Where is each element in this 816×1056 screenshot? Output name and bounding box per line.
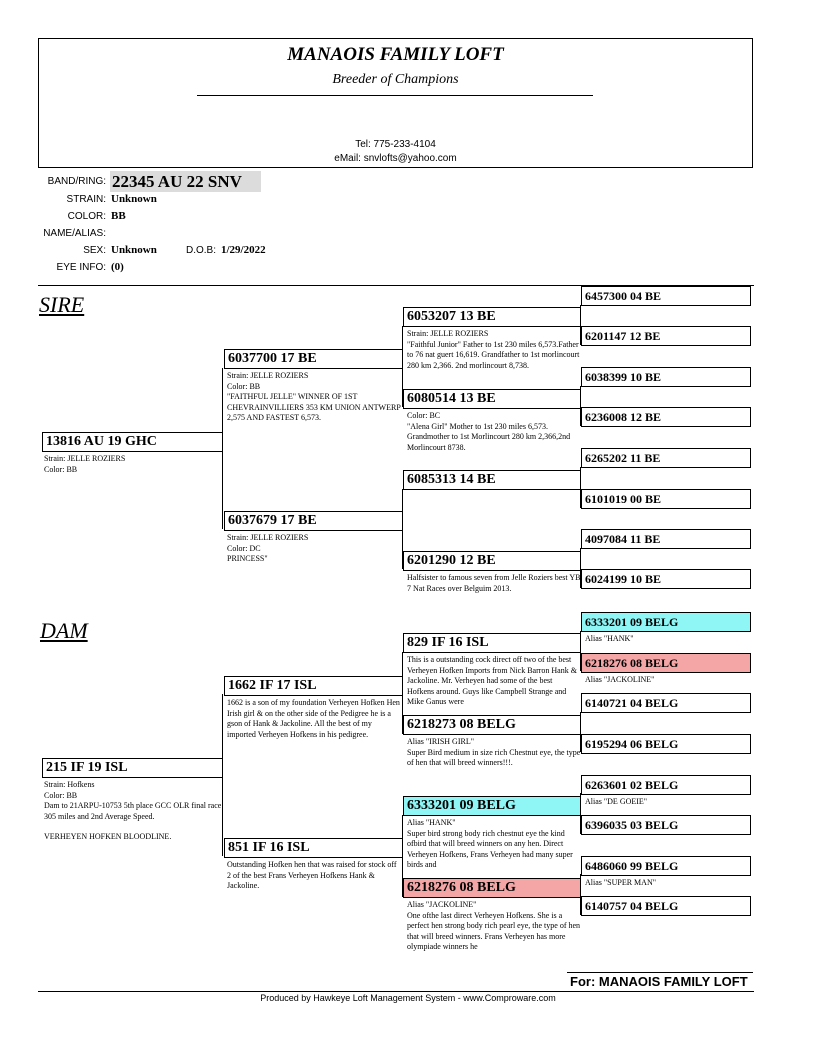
sire-sire-band: 6037700 17 BE	[224, 349, 403, 369]
gen4-dam-3: 6140721 04 BELG	[581, 693, 751, 713]
color-value: BB	[111, 210, 126, 222]
dam-section-title: DAM	[40, 618, 88, 643]
dob-value: 1/29/2022	[221, 244, 266, 256]
dam-notes: Dam to 21ARPU-10753 5th place GCC OLR final race 305 miles and 2nd Average Speed.	[44, 801, 222, 821]
ds-dam-info	[407, 737, 581, 769]
band-label: BAND/RING:	[47, 176, 106, 187]
dam-dam-info	[227, 860, 402, 892]
header-box	[38, 38, 753, 168]
gen4-dam-6: 6396035 03 BELG	[581, 815, 751, 835]
dd-sire-info	[407, 818, 581, 878]
sire-sire-info	[227, 371, 402, 433]
gen4-sire-5: 6265202 11 BE	[581, 448, 751, 468]
gen4-dam-1-info: Alias "HANK"	[585, 634, 634, 643]
sd-dam-band: 6201290 12 BE	[403, 551, 581, 571]
dob-label: D.O.B:	[186, 245, 217, 256]
sire-info	[44, 454, 222, 475]
gen4-dam-2-info: Alias "JACKOLINE"	[585, 675, 655, 684]
ds-dam-alias: Alias "IRISH GIRL"	[407, 737, 474, 746]
loft-subtitle: Breeder of Champions	[332, 72, 459, 87]
strain-value: Unknown	[111, 193, 157, 205]
dd-dam-notes: One ofthe last direct Verheyen Hofkens. She is a perfect hen strong body rich pearl eye, the type of hen that will breed winners. Frans Verheyen has more olympiade winners he	[407, 910, 581, 951]
dam-dam-notes: Outstanding Hofken hen that was raised for stock off 2 of the best Frans Verheyen Hofkens Hank & Jackoline.	[227, 860, 397, 890]
gen4-dam-1: 6333201 09 BELG	[581, 612, 751, 632]
sire-sire-strain: Strain: JELLE ROZIERS	[227, 371, 309, 380]
dd-sire-notes: Super bird strong body rich chestnut eye the kind ofbird that will breed winners on any hen. Direct Verheyen Hofkens, Frans Verheyen had many super birds and	[407, 828, 573, 869]
bottom-divider	[38, 991, 754, 992]
dam-dam-band: 851 IF 16 ISL	[224, 838, 403, 858]
sire-dam-strain: Strain: JELLE ROZIERS	[227, 533, 309, 542]
sex-value: Unknown	[111, 244, 157, 256]
sire-section-title: SIRE	[39, 292, 85, 317]
gen4-sire-6: 6101019 00 BE	[581, 489, 751, 509]
dd-dam-info	[407, 900, 581, 962]
gen4-dam-2: 6218276 08 BELG	[581, 653, 751, 673]
sire-strain: Strain: JELLE ROZIERS	[44, 454, 126, 463]
sire-color: Color: BB	[44, 464, 78, 474]
for-loft: For: MANAOIS FAMILY LOFT	[570, 974, 748, 989]
sire-dam-notes: PRINCESS"	[227, 554, 268, 563]
ss-dam-color: Color: BC	[407, 411, 441, 420]
gen4-dam-5-info: Alias "DE GOEIE"	[585, 797, 648, 806]
gen4-sire-2: 6201147 12 BE	[581, 326, 751, 346]
sd-dam-notes: Halfsister to famous seven from Jelle Roziers best YB 7 Nat Races over Belguim 2013.	[407, 573, 581, 593]
sire-dam-info	[227, 533, 402, 565]
ss-sire-strain: Strain: JELLE ROZIERS	[407, 329, 489, 338]
dam-info	[44, 780, 222, 843]
gen4-sire-3: 6038399 10 BE	[581, 367, 751, 387]
ds-dam-notes: Super Bird medium in size rich Chestnut eye, the type of hen that will breed winners!!!.	[407, 747, 581, 767]
gen4-dam-7: 6486060 99 BELG	[581, 856, 751, 876]
dam-strain: Strain: Hofkens	[44, 780, 95, 789]
ss-dam-band: 6080514 13 BE	[403, 389, 581, 409]
band-number: 22345 AU 22 SNV	[110, 171, 261, 192]
sire-dam-color: Color: DC	[227, 543, 261, 553]
eye-label: EYE INFO:	[56, 262, 106, 273]
gen4-sire-4: 6236008 12 BE	[581, 407, 751, 427]
ds-sire-band: 829 IF 16 ISL	[403, 633, 581, 653]
dd-dam-band: 6218276 08 BELG	[403, 878, 581, 898]
sire-dam-band: 6037679 17 BE	[224, 511, 403, 531]
gen4-sire-1: 6457300 04 BE	[581, 286, 751, 306]
loft-name: MANAOIS FAMILY LOFT	[287, 44, 504, 65]
ss-sire-band: 6053207 13 BE	[403, 307, 581, 327]
loft-email: eMail: snvlofts@yahoo.com	[334, 153, 457, 164]
gen4-sire-7: 4097084 11 BE	[581, 529, 751, 549]
strain-label: STRAIN:	[66, 194, 106, 205]
ds-sire-notes: This is a outstanding cock direct off two of the best Verheyen Hofken Imports from Nick Barron Hank & Jackoline. Mr. Verheyen had some of the best Hofkens around. Guys like Campbell Strange and Mike Ganus were	[407, 655, 577, 706]
gen4-dam-7-info: Alias "SUPER MAN"	[585, 878, 656, 887]
sex-label: SEX:	[83, 245, 106, 256]
color-label: COLOR:	[67, 211, 106, 222]
gen4-dam-4: 6195294 06 BELG	[581, 734, 751, 754]
ds-dam-band: 6218273 08 BELG	[403, 715, 581, 735]
dam-sire-notes: 1662 is a son of my foundation Verheyen Hofken Hen Irish girl & on the other side of the Pedigree he is a gson of Hank & Jackoline. All the best of my imported Verheyen Hofkens in his pedigree.	[227, 698, 400, 739]
gen4-sire-8: 6024199 10 BE	[581, 569, 751, 589]
dam-color: Color: BB	[44, 790, 78, 800]
name-label: NAME/ALIAS:	[43, 228, 106, 239]
dam-band: 215 IF 19 ISL	[42, 758, 223, 778]
dam-sire-band: 1662 IF 17 ISL	[224, 676, 403, 696]
gen4-dam-8: 6140757 04 BELG	[581, 896, 751, 916]
ss-dam-info	[407, 411, 581, 461]
for-loft-rule	[567, 972, 753, 973]
eye-value: (0)	[111, 261, 124, 273]
sd-sire-band: 6085313 14 BE	[403, 470, 581, 490]
loft-telephone: Tel: 775-233-4104	[355, 139, 436, 150]
dam-bloodline: VERHEYEN HOFKEN BLOODLINE.	[44, 832, 172, 841]
produced-by: Produced by Hawkeye Loft Management System - www.Comproware.com	[260, 993, 556, 1003]
ss-dam-notes: "Alena Girl" Mother to 1st 230 miles 6,573. Grandmother to 1st Morlincourt 280 km 2,366,2nd Morlincourt 8738.	[407, 421, 571, 452]
ds-sire-info	[407, 655, 581, 715]
dd-sire-alias: Alias "HANK"	[407, 818, 456, 827]
ss-sire-info	[407, 329, 581, 387]
header-divider	[197, 95, 593, 96]
dd-sire-band: 6333201 09 BELG	[403, 796, 581, 816]
sd-dam-info	[407, 573, 581, 594]
ss-sire-notes: "Faithful Junior" Father to 1st 230 miles 6,573.Father to 76 nat guert 16,619. Grandfather to 1st morlincourt 280 km 2,366. 2nd morlincourt 8,738.	[407, 339, 580, 370]
sire-sire-notes: "FAITHFUL JELLE" WINNER OF 1ST CHEVRAINVILLIERS 353 KM UNION ANTWERP 2,575 AND FASTEST 6,573.	[227, 392, 401, 422]
sire-band: 13816 AU 19 GHC	[42, 432, 223, 452]
gen4-dam-5: 6263601 02 BELG	[581, 775, 751, 795]
dam-sire-info	[227, 698, 402, 760]
sire-sire-color: Color: BB	[227, 381, 261, 391]
dd-dam-alias: Alias "JACKOLINE"	[407, 900, 477, 909]
